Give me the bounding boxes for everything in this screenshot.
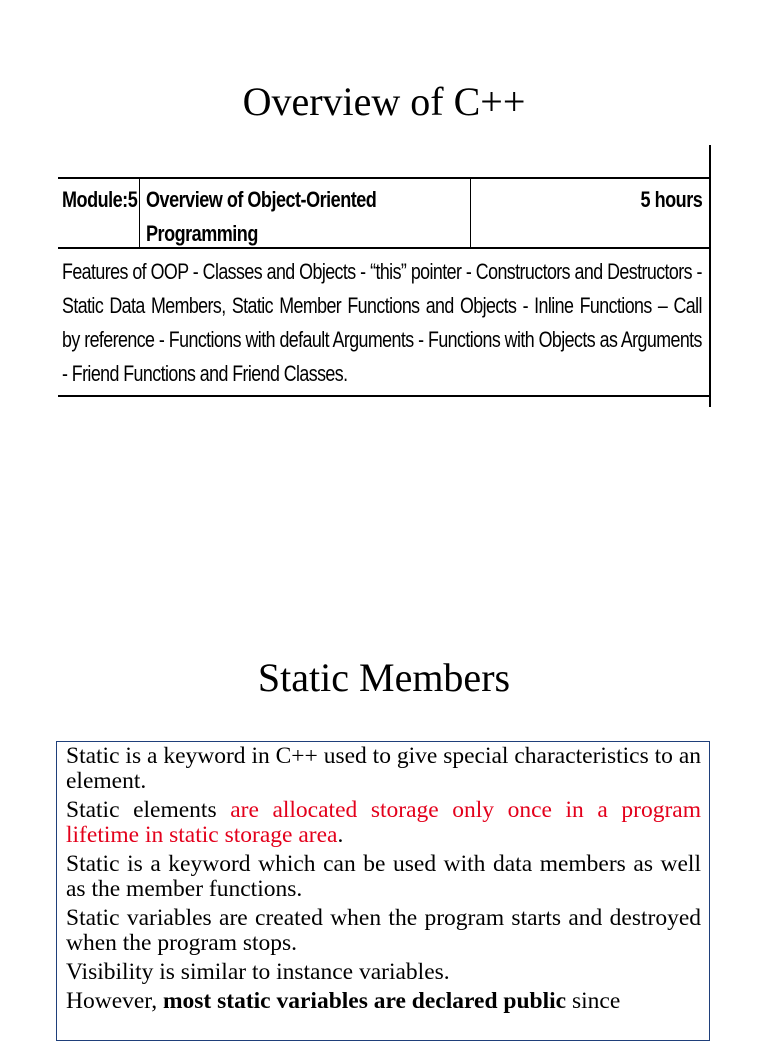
module-description: Features of OOP - Classes and Objects - “this” pointer - Constructors and Destructors - Static Data Members, Static Member Functions and Objects - Inline Functions – Call by reference - Functions with default Arguments - Functions with Objects as Arguments - Friend Functions and Friend Classes. bbox=[62, 259, 702, 386]
paragraph-static-usage: Static is a keyword which can be used with data members as well as the member functions. bbox=[66, 851, 701, 902]
paragraph-static-lifetime: Static variables are created when the program starts and destroyed when the program stops. bbox=[66, 905, 701, 956]
static-storage-highlight: are allocated storage only once in a program lifetime in static storage area bbox=[66, 797, 701, 848]
static-public-text: However, bbox=[66, 988, 163, 1014]
module-hours-cell bbox=[471, 179, 708, 247]
module-description-row bbox=[58, 249, 710, 397]
static-storage-text: Static elements bbox=[66, 797, 231, 823]
slide-title-static-members: Static Members bbox=[257, 655, 511, 700]
module-title: Overview of Object-Oriented Programming bbox=[146, 187, 377, 246]
paragraph-static-visibility: Visibility is similar to instance variables. bbox=[66, 959, 450, 985]
paragraph-static-storage bbox=[66, 798, 701, 848]
module-title-cell bbox=[140, 179, 471, 247]
static-public-bold: most static variables are declared public bbox=[162, 988, 567, 1014]
module-number: Module:5 bbox=[62, 187, 138, 212]
slide-title-overview: Overview of C++ bbox=[242, 79, 526, 124]
module-table-header-row bbox=[58, 177, 710, 249]
static-public-since: since bbox=[566, 988, 621, 1014]
module-number-cell bbox=[58, 179, 140, 247]
paragraph-static-keyword: Static is a keyword in C++ used to give special characteristics to an element. bbox=[66, 743, 701, 794]
paragraph-static-public bbox=[66, 989, 701, 1014]
module-table bbox=[58, 177, 710, 397]
static-storage-period: . bbox=[337, 822, 344, 848]
static-members-content-box bbox=[56, 741, 710, 1041]
module-hours: 5 hours bbox=[640, 187, 702, 212]
